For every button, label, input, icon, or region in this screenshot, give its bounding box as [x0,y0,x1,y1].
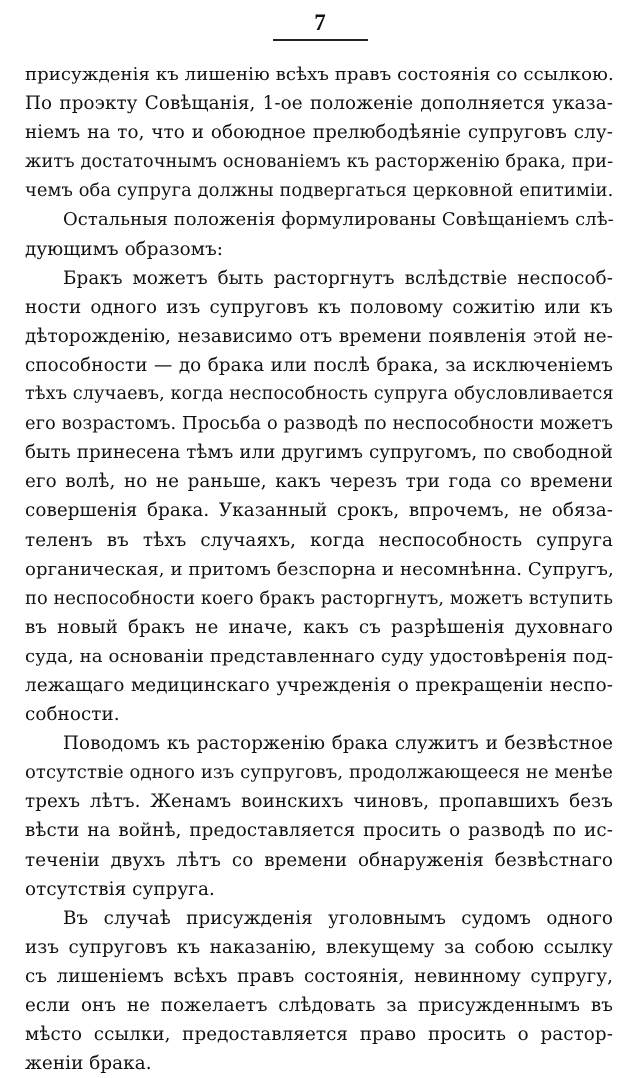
text-line: изъ супруговъ къ наказанію, влекущему за собою ссылку [25,936,613,958]
text-line: въ новый бракъ не иначе, какъ съ разрѣшенія духовнаго [25,616,613,638]
text-line: по неспособности коего бракъ расторгнутъ, можетъ вступить [25,587,613,609]
text-line: По проэкту Совѣщанія, 1-ое положеніе дополняется указа- [25,93,613,115]
text-line: суда, на основаніи представленнаго суду удостовѣренія под- [25,645,614,667]
text-line: дѣторожденію, независимо отъ времени появленія этой не- [25,325,613,347]
paragraph [25,60,613,205]
text-line: теленъ въ тѣхъ случаяхъ, когда неспособность супруга [25,529,613,551]
text-line: присужденія къ лишенію всѣхъ правъ состоянія со ссылкою. [25,64,614,85]
text-line: Поводомъ къ расторженію брака служитъ и безвѣстное [63,733,613,755]
text-line: способности — до брака или послѣ брака, за исключеніемъ [25,354,613,376]
text-line: Въ случаѣ присужденія уголовнымъ судомъ одного [63,907,613,929]
paragraph [25,205,613,263]
text-line: собности. [25,704,120,726]
text-line: органическая, и притомъ безспорна и несомнѣнна. Супругъ, [25,558,614,580]
text-line: Бракъ можетъ быть расторгнутъ вслѣдствіе неспособ- [63,267,613,289]
text-line: лежащаго медицинскаго учрежденія о прекращеніи неспо- [25,674,613,696]
text-line: женіи брака. [25,1053,152,1075]
header-rule [273,39,368,41]
text-line: ности одного изъ супруговъ къ половому сожитію или къ [25,296,613,318]
text-line: трехъ лѣтъ. Женамъ воинскихъ чиновъ, пропавшихъ безъ [25,791,613,813]
body-text [25,60,613,1078]
text-line: быть принесена тѣмъ или другимъ супругомъ, по свободной [25,442,613,464]
text-line: совершенія брака. Указанный срокъ, впрочемъ, не обяза- [25,500,613,522]
page-number: 7 [314,10,326,35]
text-line: тѣхъ случаевъ, когда неспособность супруга обусловливается [25,384,614,405]
text-line: если онъ не пожелаетъ слѣдовать за присужденнымъ въ [25,995,613,1016]
paragraph [25,264,613,730]
text-line: его волѣ, но не раньше, какъ черезъ три года со времени [25,471,613,493]
text-line: теченіи двухъ лѣтъ со времени обнаруженія безвѣстнаго [25,849,613,871]
text-line: мѣсто ссылки, предоставляется право просить о растор- [25,1024,613,1046]
text-line: отсутствія супруга. [25,878,215,900]
text-line: его возрастомъ. Просьба о разводѣ по неспособности можетъ [25,413,613,435]
text-line: вѣсти на войнѣ, предоставляется просить о разводѣ по ис- [25,820,613,842]
text-line: съ лишеніемъ всѣхъ правъ состоянія, невинному супругу, [25,965,613,987]
text-line: Остальныя положенія формулированы Совѣщаніемъ слѣ- [63,209,614,231]
text-line: отсутствіе одного изъ супруговъ, продолжающееся не менѣе [25,762,614,784]
text-line: чемъ оба супруга должны подвергаться церковной епитиміи. [25,180,614,202]
text-line: житъ достаточнымъ основаніемъ къ расторженію брака, при- [25,151,614,173]
text-line: ніемъ на то, что и обоюдное прелюбодѣяніе супруговъ слу- [25,122,613,144]
paragraph [25,729,613,904]
text-line: дующимъ образомъ: [25,238,224,260]
